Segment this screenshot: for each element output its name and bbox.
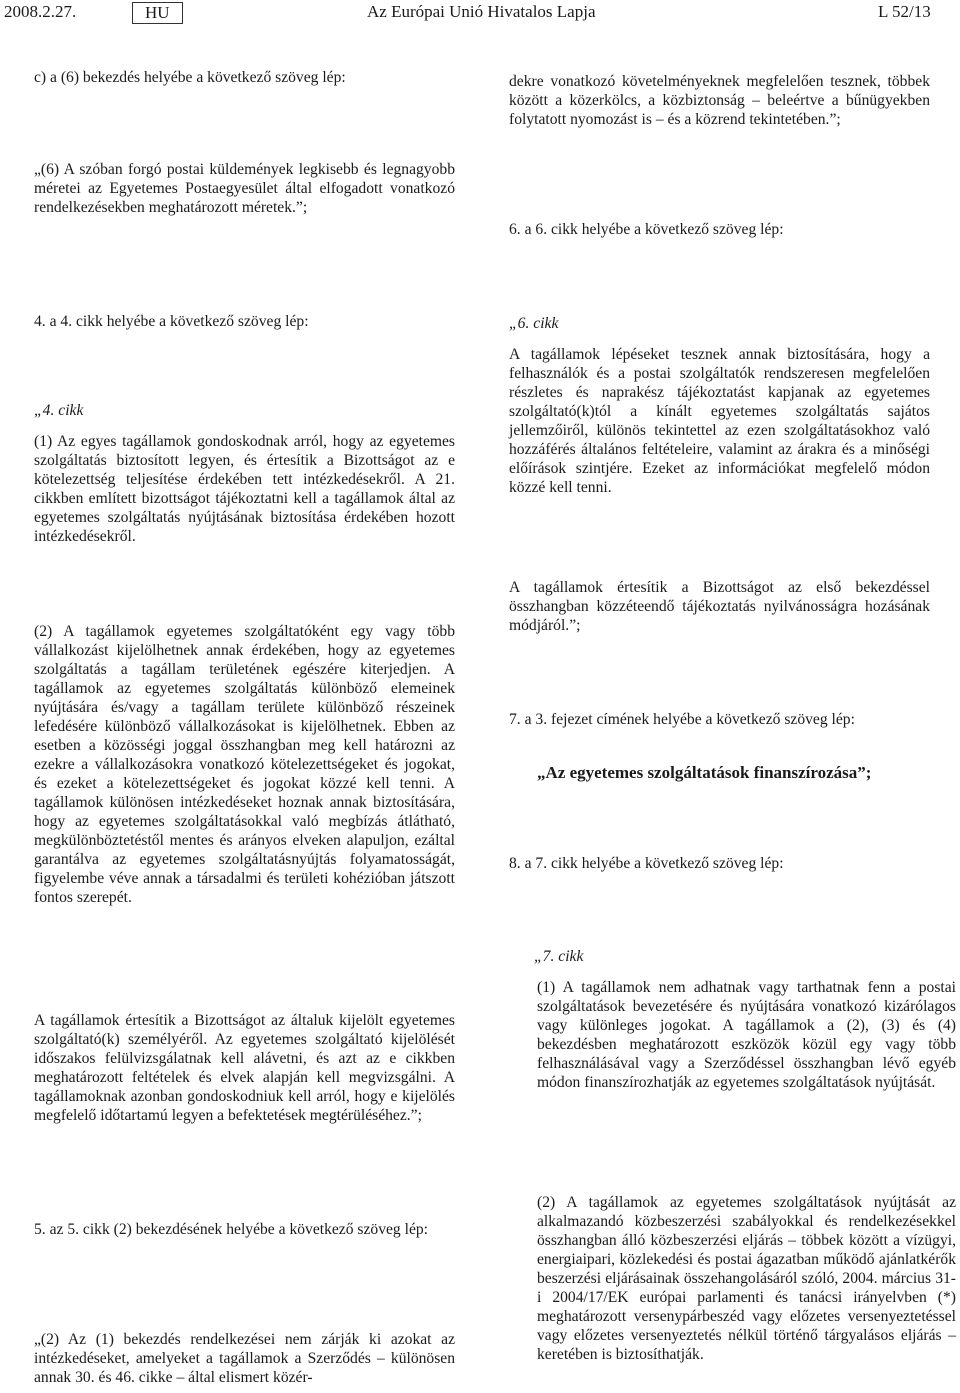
left-article-4-para-2: (2) A tagállamok egyetemes szolgáltatóként egy vagy több vállalkozást kijelölhetnek annak érdekében, hogy az egyetemes szolgáltatás a tagállam területének egészére kiterjedjen. A tagállamok az egyetemes szolgáltatás különböző elemeinek nyújtására és/vagy a tagállam területe különböző részeinek lefedésére különböző vállalkozásokat is kijelölhetnek. Ebben az esetben a közösségi joggal összhangban meg kell határozni az ezekre a vállalkozásokra vonatkozó kötelezettségeket és jogokat, és ezeket a kötelezettségeket és jogokat közzé kell tenni. A tagállamok különösen intézkedéseket hoznak annak biztosítására, hogy az egyetemes szolgáltatásokkal való megbízás átlátható, megkülönböztetéstől mentes és arányos elveken alapuljon, ezáltal garantálva az egyetemes szolgáltatásnyújtás folyamatosságát, figyelembe véve annak a társadalmi és területi kohézióban játszott fontos szerepét. <box>34 623 455 906</box>
left-article-4-heading: „4. cikk <box>34 402 84 419</box>
right-para-item-6: 6. a 6. cikk helyébe a következő szöveg lép: <box>509 221 784 238</box>
right-para-item-7: 7. a 3. fejezet címének helyébe a következő szöveg lép: <box>509 711 855 728</box>
right-article-7-heading: „7. cikk <box>534 948 584 965</box>
right-para-item-8: 8. a 7. cikk helyébe a következő szöveg lép: <box>509 855 784 872</box>
right-article-7-para-1: (1) A tagállamok nem adhatnak vagy tarthatnak fenn a postai szolgáltatások bevezetésére és nyújtására vonatkozó kizárólagos vagy különleges jogokat. A tagállamok a (2), (3) és (4) bekezdésben meghatározott eszközök közül egy vagy több felhasználásával vagy a Szerződéssel összhangban lévő egyéb módon finanszírozhatják az egyetemes szolgáltatások nyújtását. <box>537 979 956 1091</box>
right-article-7-para-2: (2) A tagállamok az egyetemes szolgáltatások nyújtását az alkalmazandó közbeszerzési szabályokkal és rendelkezésekkel összhangban álló közbeszerzési eljárás – többek között a vízügyi, energiaipari, közlekedési és postai ágazatban működő ajánlatkérők beszerzési eljárásainak összehangolásáról szóló, 2004. március 31-i 2004/17/EK európai parlamenti és tanácsi irányelvben (*) meghatározott versenypárbeszéd vagy előzetes versenyeztetéssel vagy előzetes versenyeztetés nélkül történő tárgyalásos eljárás – keretében is biztosíthatják. <box>537 1194 956 1363</box>
right-article-6-heading: „6. cikk <box>509 315 559 332</box>
right-chapter-title: „Az egyetemes szolgáltatások finanszírozása”; <box>537 763 872 782</box>
right-article-6-para-1: A tagállamok lépéseket tesznek annak biztosítására, hogy a felhasználók és a postai szolgáltatók rendszeresen megfelelően részletes és naprakész tájékoztatást kapjanak az egyetemes szolgáltató(k)tól a kínált egyetemes szolgáltatás sajátos jellemzőiről, különös tekintettel az ezen szolgáltatásokhoz való hozzáférés általános feltételeire, valamint az árakra és a minőségi előírások szintjére. Ezeket az információkat megfelelő módon közzé kell tenni. <box>509 346 930 496</box>
right-article-6-para-2: A tagállamok értesítik a Bizottságot az első bekezdéssel összhangban közzéteendő tájékoztatás nyilvánosságra hozásának módjáról.”; <box>509 579 930 634</box>
left-article-4-para-1: (1) Az egyes tagállamok gondoskodnak arról, hogy az egyetemes szolgáltatás biztosított legyen, és értesítik a Bizottságot az e kötelezettség teljesítése érdekében tett intézkedésekről. A 21. cikkben említett bizottságot tájékoztatni kell a tagállamok által az egyetemes szolgáltatás nyújtásának biztosítása érdekében hozott intézkedésekről. <box>34 433 455 545</box>
left-article-5-para-2: „(2) Az (1) bekezdés rendelkezései nem zárják ki azokat az intézkedéseket, amelyeket a tagállamok a Szerződés – különösen annak 30. és 46. cikke – által elismert közér- <box>34 1331 455 1386</box>
page-number: L 52/13 <box>878 2 931 21</box>
right-para-continuation: dekre vonatkozó követelményeknek megfelelően tesznek, többek között a közerkölcs, a közbiztonság – beleértve a bűnügyekben folytatott nyomozást is – és a közrend tekintetében.”; <box>509 73 930 128</box>
language-badge: HU <box>132 2 183 24</box>
left-para-item-4: 4. a 4. cikk helyébe a következő szöveg lép: <box>34 313 309 330</box>
left-para-6-quote: „(6) A szóban forgó postai küldemények legkisebb és legnagyobb méretei az Egyetemes Postaegyesület által elfogadott vonatkozó rendelkezésekben meghatározott méretek.”; <box>34 161 455 216</box>
left-para-c: c) a (6) bekezdés helyébe a következő szöveg lép: <box>34 69 346 86</box>
left-para-item-5: 5. az 5. cikk (2) bekezdésének helyébe a következő szöveg lép: <box>34 1221 429 1238</box>
left-article-4-para-3: A tagállamok értesítik a Bizottságot az általuk kijelölt egyetemes szolgáltató(k) személyéről. Az egyetemes szolgáltató kijelölését időszakos felülvizsgálatnak kell alávetni, és azt az e cikkben meghatározott feltételek és elvek alapján kell megvizsgálni. A tagállamoknak azonban gondoskodniuk kell arról, hogy e kijelölés megfelelő időtartamú legyen a befektetések megtérüléséhez.”; <box>34 1012 455 1124</box>
journal-title: Az Európai Unió Hivatalos Lapja <box>367 2 596 21</box>
header-date: 2008.2.27. <box>4 2 77 21</box>
